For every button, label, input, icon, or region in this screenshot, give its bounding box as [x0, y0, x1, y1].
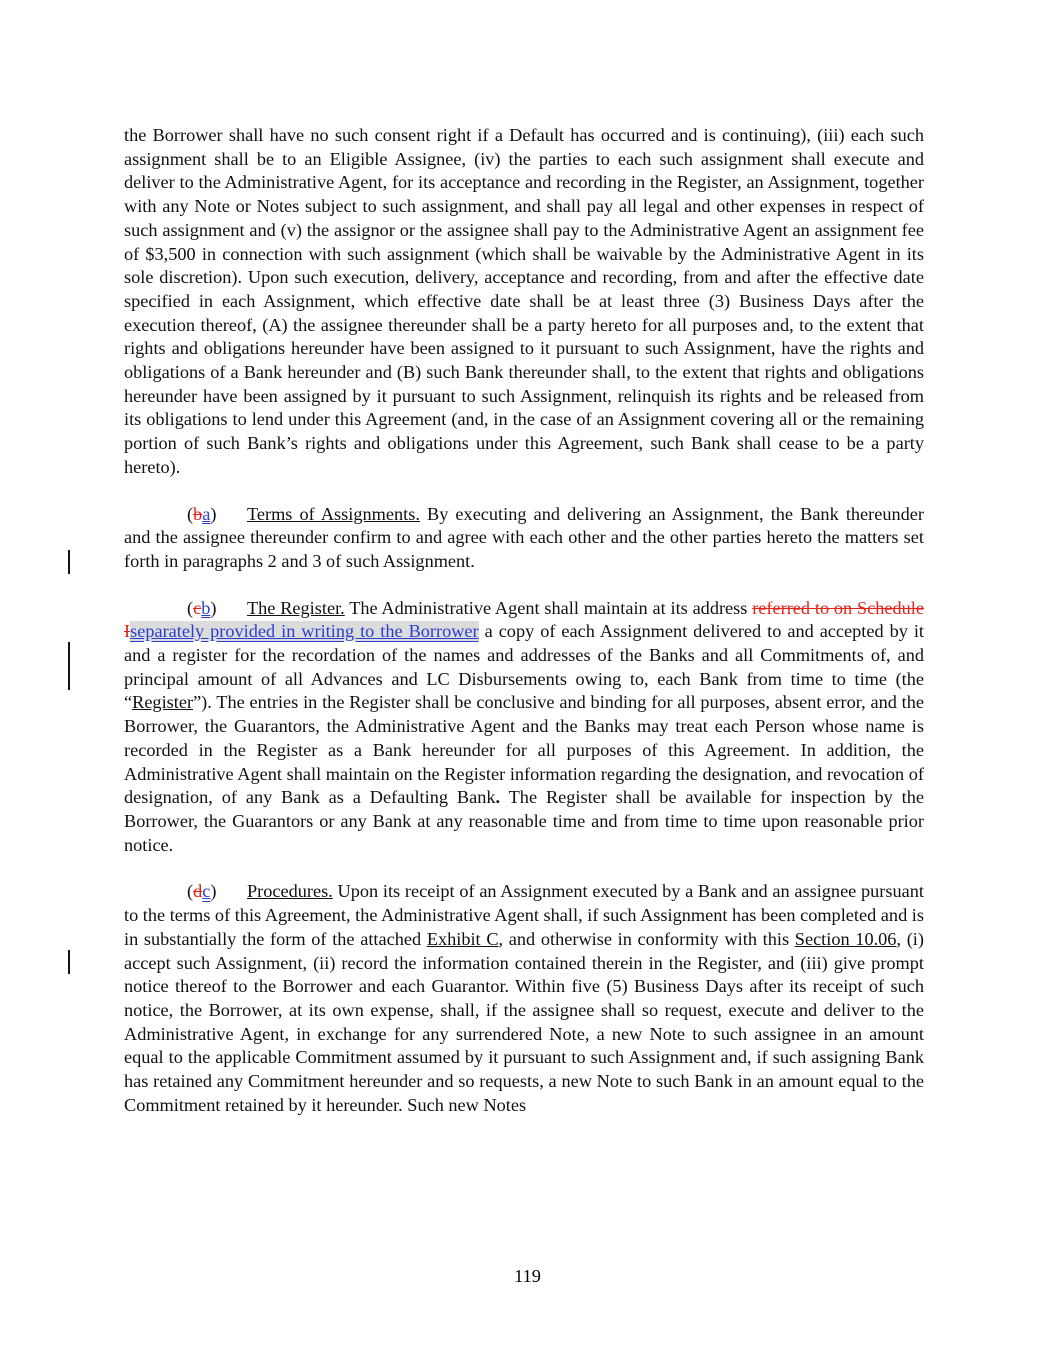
deleted-marker-letter: c — [193, 597, 202, 618]
change-bar-procedures — [68, 950, 70, 974]
paragraph-marker: (ba) — [187, 503, 217, 524]
section-heading: The Register. — [247, 597, 345, 618]
exhibit-reference: Exhibit C — [426, 928, 499, 949]
inserted-marker-letter: c — [202, 881, 211, 902]
change-bar-register — [68, 642, 70, 690]
inserted-text: separately provided in writing to the Borrower — [130, 621, 479, 642]
paragraph-the-register: (cb) The Register. The Administrative Agent shall maintain at its address referred to on Schedule Iseparately provided in writing to the Borrower a copy of each Assignment delivered to and accepted by it and a register for the recordation of the names and addresses of the Banks and all Commitments of, and principal amount of all Advances and LC Disbursements owing to, each Bank from time to time (the “Register”). The entries in the Register shall be conclusive and binding for all purposes, absent error, and the Borrower, the Guarantors, the Administrative Agent and the Banks may treat each Person whose name is recorded in the Register as a Bank hereunder for all purposes of this Agreement. In addition, the Administrative Agent shall maintain on the Register information regarding the designation, and revocation of designation, of any Bank as a Defaulting Bank. The Register shall be available for inspection by the Borrower, the Guarantors or any Bank at any reasonable time and from time to time upon reasonable prior notice. — [124, 597, 925, 855]
document-page — [124, 124, 924, 1117]
paragraph-body: By executing and delivering an Assignment, the Bank thereunder and the assignee thereunder confirm to and agree with each other and the other parties hereto the matters set forth in paragraphs 2 and 3 of such Assignment. — [124, 503, 924, 571]
inserted-marker-letter: b — [201, 597, 211, 618]
paragraph-assignment-conditions: the Borrower shall have no such consent right if a Default has occurred and is continuing), (iii) each such assignment shall be to an Eligible Assignee, (iv) the parties to each such assignment shall execute and deliver to the Administrative Agent, for its acceptance and recording in the Register, an Assignment, together with any Note or Notes subject to such assignment, and shall pay all legal and other expenses in respect of such assignment and (v) the assignor or the assignee shall pay to the Administrative Agent an assignment fee of $3,500 in connection with such assignment (which shall be waivable by the Administrative Agent in its sole discretion). Upon such execution, delivery, acceptance and recording, from and after the effective date specified in each Assignment, which effective date shall be at least three (3) Business Days after the execution thereof, (A) the assignee thereunder shall be a party hereto for all purposes and, to the extent that rights and obligations hereunder have been assigned to it pursuant to such Assignment, have the rights and obligations of a Bank hereunder and (B) such Bank thereunder shall, to the extent that rights and obligations hereunder have been assigned by it pursuant to such Assignment, relinquish its rights and be released from its obligations to lend under this Agreement (and, in the case of an Assignment covering all or the remaining portion of such Bank’s rights and obligations under this Agreement, such Bank shall cease to be a party hereto). — [124, 125, 924, 477]
bold-period: . — [495, 787, 501, 808]
deleted-text: referred to on Schedule I — [124, 597, 924, 642]
paragraph-procedures: (dc) Procedures. Upon its receipt of an Assignment executed by a Bank and an assignee pursuant to the terms of this Agreement, the Administrative Agent shall, if such Assignment has been completed and is in substantially the form of the attached Exhibit C, and otherwise in conformity with this Section 10.06, (i) accept such Assignment, (ii) record the information contained therein in the Register, and (iii) give prompt notice thereof to the Borrower and each Guarantor. Within five (5) Business Days after its receipt of such notice, the Borrower, at its own expense, shall, if the assignee shall so request, execute and deliver to the Administrative Agent, in exchange for any surrendered Note, a new Note to such assignee in an amount equal to the applicable Commitment assumed by it pursuant to such Assignment and, if such assigning Bank has retained any Commitment hereunder and so requests, a new Note to such Bank in an amount equal to the Commitment retained by it hereunder. Such new Notes — [124, 881, 924, 1115]
inserted-marker-letter: a — [202, 503, 211, 524]
defined-term-register: Register — [132, 692, 194, 713]
section-heading: Procedures. — [247, 881, 333, 902]
paragraph-marker: (dc) — [187, 881, 217, 902]
section-reference: Section 10.06 — [794, 928, 897, 949]
change-bar-terms-of-assignments — [68, 550, 70, 574]
section-heading: Terms of Assignments. — [247, 503, 420, 524]
paragraph-marker: (cb) — [187, 597, 217, 618]
deleted-marker-letter: b — [193, 503, 203, 524]
paragraph-terms-of-assignments — [124, 503, 924, 574]
page-number: 119 — [514, 1266, 541, 1286]
deleted-marker-letter: d — [193, 881, 203, 902]
